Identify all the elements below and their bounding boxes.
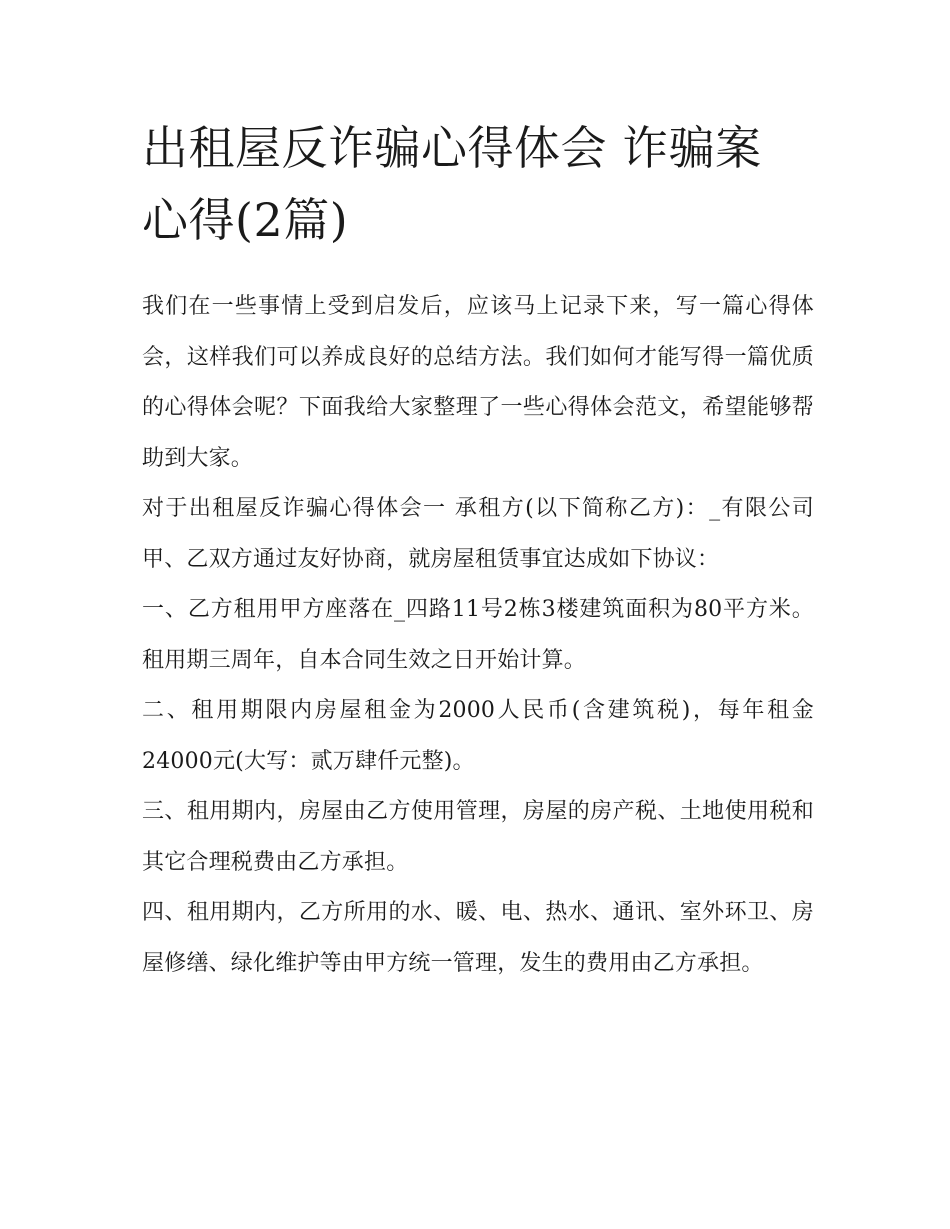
title-line-1: 出租屋反诈骗心得体会 诈骗案 bbox=[142, 121, 762, 175]
document-page bbox=[142, 112, 814, 989]
paragraph-clause-1: 一、乙方租用甲方座落在_四路11号2栋3楼建筑面积为80平方米。租用期三周年，自本合同生效之日开始计算。 bbox=[142, 597, 814, 673]
document-body bbox=[142, 282, 814, 989]
paragraph-intro: 我们在一些事情上受到启发后，应该马上记录下来，写一篇心得体会，这样我们可以养成良好的总结方法。我们如何才能写得一篇优质的心得体会呢？下面我给大家整理了一些心得体会范文，希望能够帮助到大家。 bbox=[142, 294, 814, 471]
title-line-2: 心得(2篇) bbox=[142, 193, 349, 247]
document-title bbox=[142, 112, 814, 256]
paragraph-clause-4: 四、租用期内，乙方所用的水、暖、电、热水、通讯、室外环卫、房屋修缮、绿化维护等由甲方统一管理，发生的费用由乙方承担。 bbox=[142, 900, 814, 976]
paragraph-clause-3: 三、租用期内，房屋由乙方使用管理，房屋的房产税、土地使用税和其它合理税费由乙方承担。 bbox=[142, 799, 814, 875]
paragraph-clause-2: 二、租用期限内房屋租金为2000人民币(含建筑税)，每年租金24000元(大写：贰万肆仟元整)。 bbox=[142, 698, 814, 774]
paragraph-parties: 对于出租屋反诈骗心得体会一 承租方(以下简称乙方)：_有限公司 甲、乙双方通过友好协商，就房屋租赁事宜达成如下协议： bbox=[142, 496, 814, 572]
